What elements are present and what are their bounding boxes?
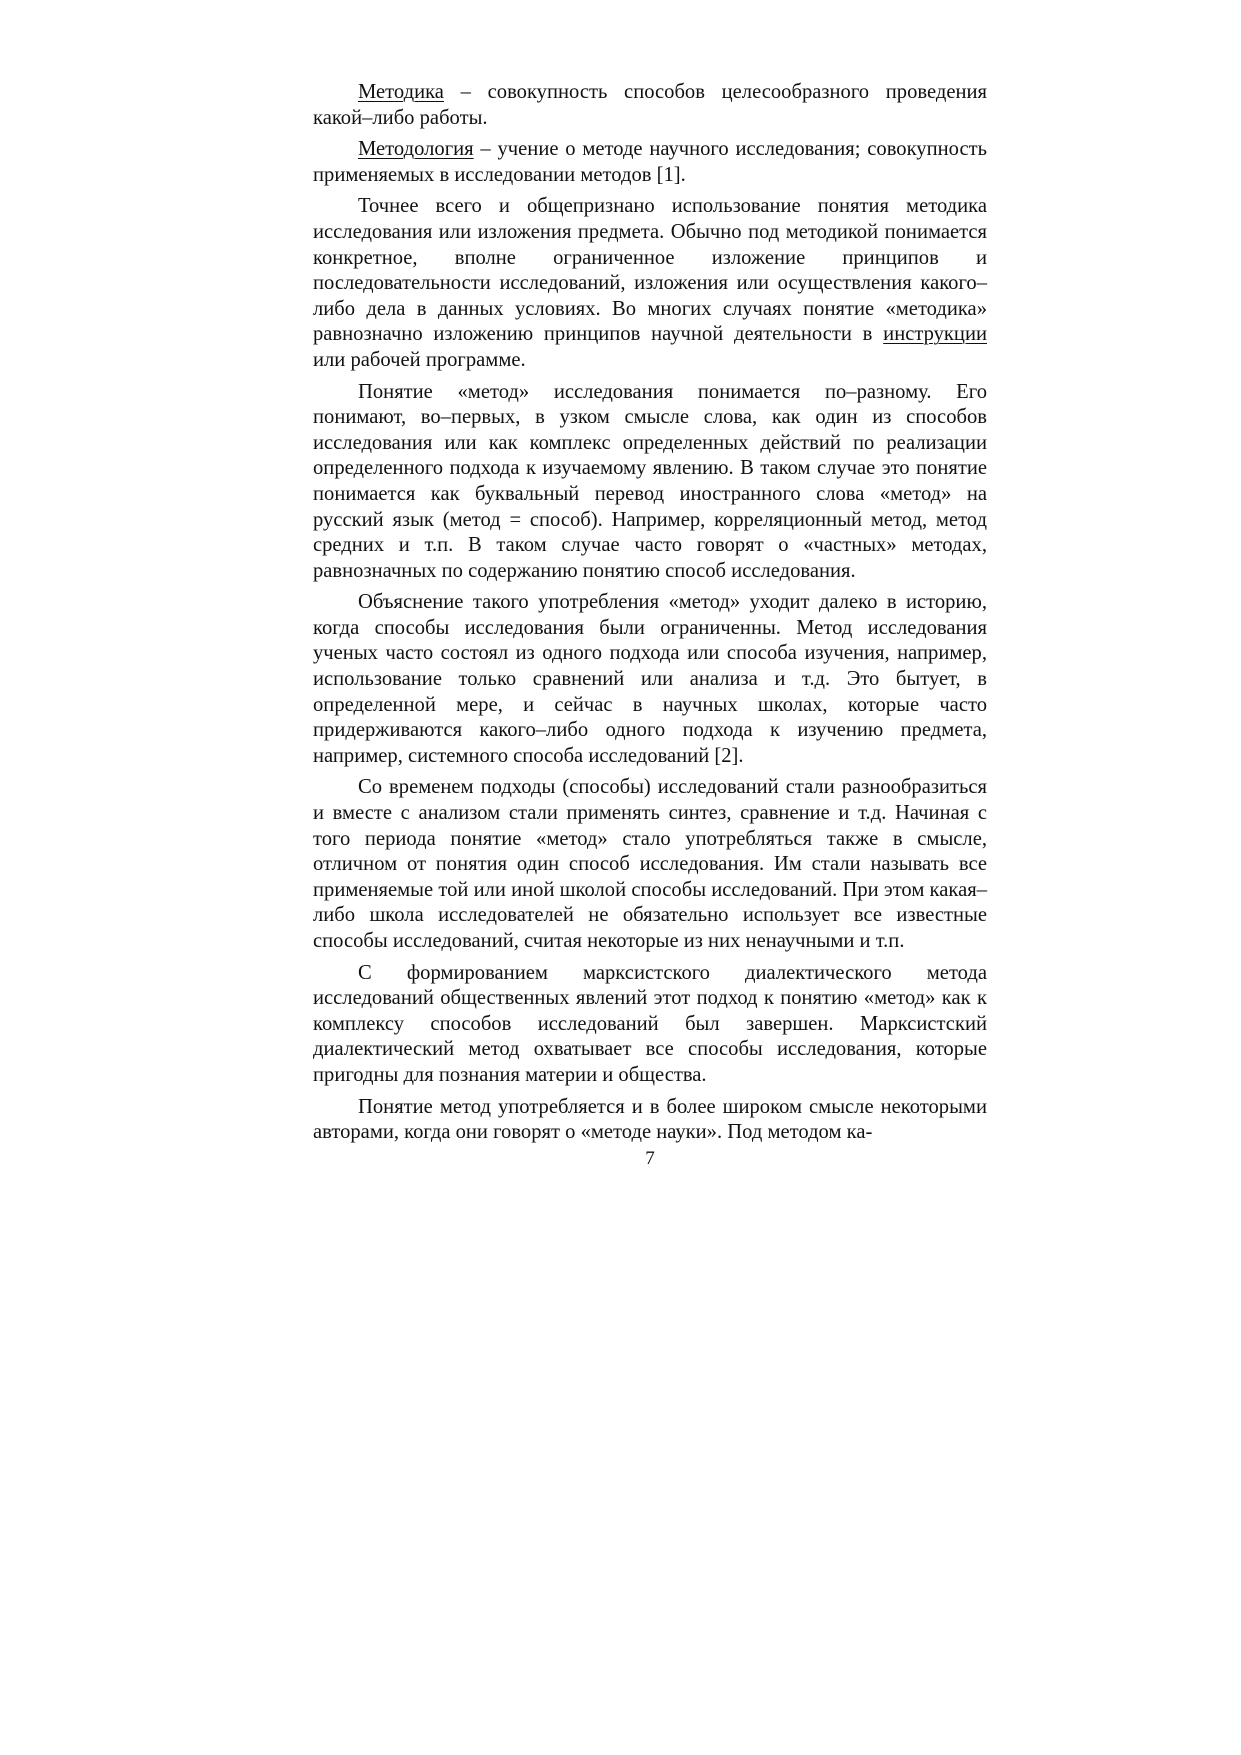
paragraph-text: Точнее всего и общепризнано использование понятия методика исследования или изложения предмета. Обычно под методикой понимается конкретное, вполне ограниченное изложение принципов и последовательности исследований, изложения или осуществления какого–либо дела в данных условиях. Во многих случаях понятие «методика» равнозначно изложению принципов научной деятельности в <box>313 195 987 346</box>
paragraph-metodika-definition <box>313 80 987 131</box>
paragraph-method-diversification: Со временем подходы (способы) исследований стали разнообразиться и вместе с анализом стали применять синтез, сравнение и т.д. Начиная с того периода понятие «метод» стало употребляться также в смысле, отличном от понятия один способ исследования. Им стали называть все применяемые той или иной школой способы исследований. При этом какая–либо школа исследователей не обязательно использует все известные способы исследований, считая некоторые из них ненаучными и т.п. <box>313 776 987 952</box>
paragraph-science-method: Понятие метод употребляется и в более широком смысле некоторыми авторами, когда они говорят о «методе науки». Под методом ка- <box>313 1095 987 1144</box>
paragraph-text: или рабочей программе. <box>313 348 526 371</box>
paragraph-method-concept: Понятие «метод» исследования понимается по–разному. Его понимают, во–первых, в узком смысле слова, как один из способов исследования или как комплекс определенных действий по реализации определенного подхода к изучаемому явлению. В таком случае это понятие понимается как буквальный перевод иностранного слова «метод» на русский язык (метод = способ). Например, корреляционный метод, метод средних и т.п. В таком случае часто говорят о «частных» методах, равнозначных по содержанию понятию способ исследования. <box>313 380 987 582</box>
body-text <box>313 80 987 1146</box>
page-number: 7 <box>645 1148 655 1169</box>
term-metodologiya: Методология <box>358 138 474 161</box>
paragraph-marxist-method: С формированием марксистского диалектического метода исследований общественных явлений этот подход к понятию «метод» как к комплексу способов исследований был завершен. Марксистский диалектический метод охватывает все способы исследования, которые пригодны для познания материи и общества. <box>313 961 987 1086</box>
instruction-link[interactable]: инструкции <box>883 323 987 346</box>
definition-text: – учение о методе научного исследования; совокупность применяемых в исследовании методов [1]. <box>313 138 987 186</box>
paragraph-metodologiya-definition <box>313 137 987 188</box>
paragraph-method-history: Объяснение такого употребления «метод» уходит далеко в историю, когда способы исследования были ограниченны. Метод исследования ученых часто состоял из одного подхода или способа изучения, например, использование только сравнений или анализа и т.д. Это бытует, в определенной мере, и сейчас в научных школах, которые часто придерживаются какого–либо одного подхода к изучению предмета, например, системного способа исследований [2]. <box>313 591 987 767</box>
paragraph-methodology-usage <box>313 194 987 373</box>
term-metodika: Методика <box>358 81 444 103</box>
definition-text: – совокупность способов целесообразного проведения какой–либо работы. <box>313 81 987 129</box>
